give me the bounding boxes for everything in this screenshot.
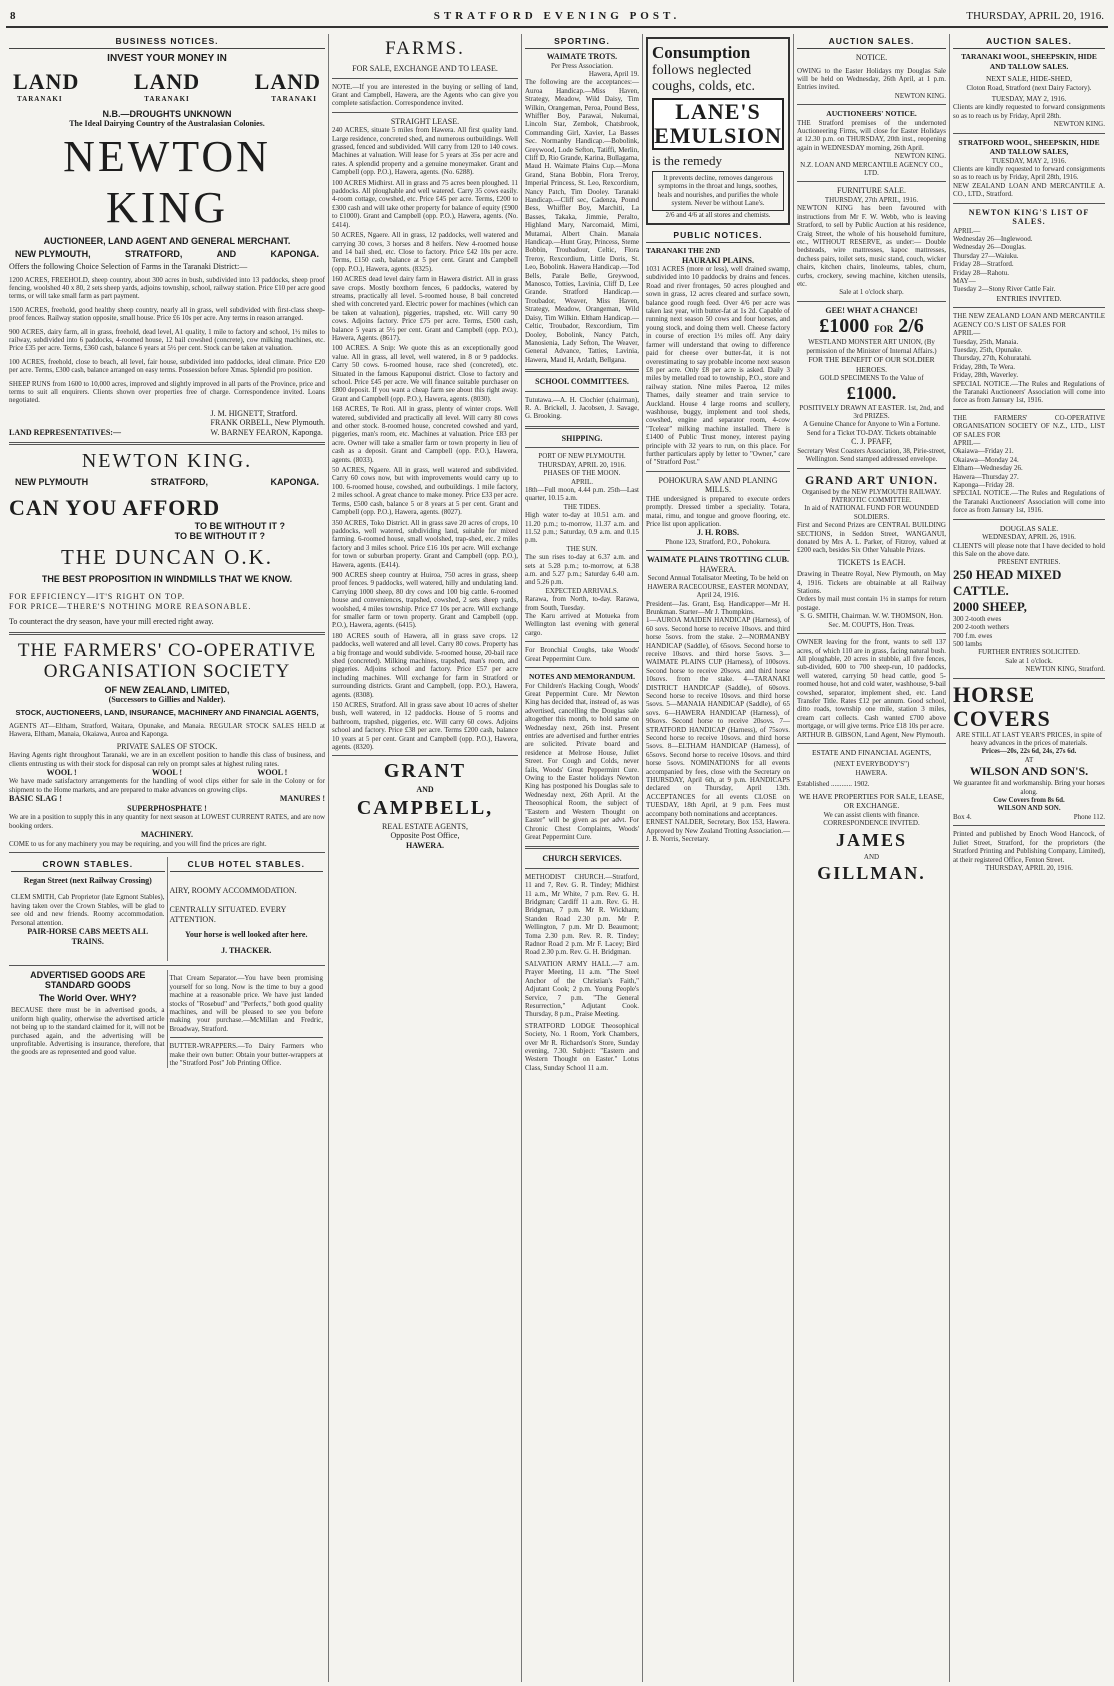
gillman-heading: GILLMAN. xyxy=(817,862,926,883)
land-word: LAND xyxy=(254,68,321,94)
hauraki-heading: HAURAKI PLAINS. xyxy=(681,255,754,265)
farm-listing: 240 ACRES, situate 5 miles from Hawera. All first quality land. Large residence, concreted shed, and numerous outbuildings. Well grassed, fenced and subdivided. Will carry from 120 to 140 cows. Machines at valuation. Will lease for 5 years at 35s per acre and rates. A splendid property and a genuine moneymaker. Grant and Campbell (opp. P.O.), Hawera, agents. (No. 6288). xyxy=(332,126,518,177)
ticket-price: 2/6 xyxy=(898,315,924,338)
land-reps-label: LAND REPRESENTATIVES:— xyxy=(9,427,121,437)
club-hotel-stables-ad xyxy=(168,857,326,962)
expected-text: Rarawa, from North, to-day. Rarawa, from South, Tuesday. xyxy=(525,595,639,612)
bronchial-text: For Bronchial Coughs, take Woods' Great Peppermint Cure. xyxy=(525,646,639,663)
land-row xyxy=(9,69,325,95)
hawera-line: HAWERA. xyxy=(855,768,888,777)
auctioneer-line: AUCTIONEER, LAND AGENT AND GENERAL MERCHANT. xyxy=(43,236,291,246)
gee-line: GEE! WHAT A CHANCE! xyxy=(825,305,918,315)
benefit-line: FOR THE BENEFIT OF OUR SOLDIER HEROES. xyxy=(808,355,935,374)
machinery-label: MACHINERY. xyxy=(140,830,194,840)
furniture-date: THURSDAY, 27th APRIL, 1916. xyxy=(824,195,919,204)
special-notice: SPECIAL NOTICE.—The Rules and Regulations of the Taranaki Auctioneers' Association will come into force as from January 1st, 1916. xyxy=(953,379,1105,405)
sale-at-line: Sale at 1 o'clock. xyxy=(1005,656,1053,665)
location: NEW PLYMOUTH xyxy=(15,477,89,488)
box-number: Box 4. xyxy=(953,812,972,821)
without-line: TO BE WITHOUT IT ? xyxy=(174,531,265,542)
issue-date: THURSDAY, APRIL 20, 1916. xyxy=(966,10,1104,22)
crown-stables-heading: CROWN STABLES. xyxy=(11,857,165,872)
droughts-line: N.B.—DROUGHTS UNKNOWN xyxy=(102,108,232,119)
taranaki-row xyxy=(9,95,325,103)
farms-heading: FARMS. xyxy=(385,38,465,59)
cream-butter-ads xyxy=(168,970,326,1067)
newspaper-page xyxy=(6,6,1108,1682)
stratford-wool-heading: STRATFORD WOOL, SHEEPSKIN, HIDE AND TALLOW SALES, xyxy=(958,137,1100,157)
furniture-text: NEWTON KING has been favoured with instructions from Mr F. W. Webb, who is leaving Stratford, to sell by Public Auction at his residence, Craig Street, the whole of his household furniture, etc., WITHOUT RESERVE, as under:— Double bedsteads, wire mattresses, kapoc mattresses, duchess pairs, toilet sets, music stand, couch, wicker chairs, kitchen chairs, linoleums, tables, churn, curbs, crockery, sewing machine, kitchen utensils, etc. xyxy=(797,204,946,289)
pfaff-text: Secretary West Coasters Association, 38, Pirie-street, Wellington. Send stamped addressed envelope. xyxy=(797,446,946,464)
remedy-text: It prevents decline, removes dangerous symptoms in the throat and lungs, soothes, heals and nourishes, and purifies the whole system. Never be without Lane's. xyxy=(652,171,784,211)
clients-text: Clients are kindly requested to forward consignments so as to reach us by Friday, April 28th. xyxy=(953,103,1105,120)
pair-horse-line: PAIR-HORSE CABS MEETS ALL TRAINS. xyxy=(27,927,149,946)
advertised-heading: ADVERTISED GOODS ARE STANDARD GOODS xyxy=(30,970,146,991)
hawera-line: HAWERA. xyxy=(405,840,444,850)
signer: W. BARNEY FEARON, Kaponga. xyxy=(210,427,323,437)
advertised-goods-ad xyxy=(9,970,168,1067)
private-sales-heading: PRIVATE SALES OF STOCK. xyxy=(116,741,218,751)
farm-listing: SHEEP RUNS from 1600 to 10,000 acres, improved and slightly improved in all parts of the Province, price and terms to suit all enquirers. Clients shown over properties free of charge. Correspondence invited. Loans negotiated. xyxy=(9,379,325,405)
events-text: 1—AUROA MAIDEN HANDICAP (Harness), of 60 sovs. Second horse to receive 10sovs. and third horse 5sovs. from the stake. 2—NORMANBY HANDICAP (Saddle), of 65sovs. Second horse to receive 10sovs. and third horse 5sovs. 3—WAIMATE PLAINS CUP (Harness), of 100sovs. Second horse to receive 20sovs. and third horse 10sovs. from the stake. 4—TARANAKI DISTRICT HANDICAP (Saddle), of 60sovs. Second horse to receive 10sovs. and third horse 5sovs. 5—MANAIA HANDICAP (Saddle), of 65 sovs. 6—HAWERA HANDICAP (Harness), of 90sovs. Second horse to receive 20sovs. 7—STRATFORD HANDICAP (Harness), of 75sovs. Second horse to receive 10sovs. and third horse 5sovs. 8—ELTHAM HANDICAP (Harness), of 65sovs. Second horse to receive 10sovs. and third horse 5sovs. NOMINATIONS for all events accompanied by fees, close with the Secretary on THURSDAY, April 6th, at 9 p.m. HANDICAPS declared on Thursday, April 13th. ACCEPTANCES for all events CLOSE on TUESDAY, 18th April, at 9 p.m. Fees must accompany both nominations and acceptances. xyxy=(646,616,790,818)
thousand-amount: £1000 xyxy=(819,315,870,338)
taranaki-line: TARANAKI THE 2ND xyxy=(646,246,721,256)
committee-sign: S. G. SMITH, Chairman. W. W. THOMSON, Hon. Sec. M. COUPTS, Hon. Treas. xyxy=(800,612,943,629)
world-over-line: The World Over. WHY? xyxy=(38,993,137,1004)
prizes-text: First and Second Prizes are CENTRAL BUILDING SECTIONS, in Seddon Street, WANGANUI, donated by Mrs A. L. Parker, of Fitzroy, valued at £200 each, besides Six Other Valuable Prizes. xyxy=(797,521,946,555)
farm-listing: 100 ACRES Midhirst. All in grass and 75 acres been ploughed. 11 paddocks. All ploughable and well watered. Carry 35 cows easily. 4-room cottage, cowshed, etc. Price £45 per acre. Terms, £200 to £300 cash and will take other property for balance of equity (£900 to £1000). Grant and Campbell (opp. P.O.), Hawera, agents. (No. £414). xyxy=(332,178,518,229)
without-line: TO BE WITHOUT IT ? xyxy=(194,521,285,532)
karu-text: The Karu arrived at Motueka from Wellington last evening with general cargo. xyxy=(525,612,639,637)
farm-listing: 100 ACRES, freehold, close to beach, all level, fair house, subdivided into paddocks, ideal climate. Price £20 per acre. Terms, £300 cash, balance arranged on easy terms. Possession before Xmas. Splendid pro position. xyxy=(9,357,325,375)
assist-line: We can assist clients with finance. xyxy=(823,810,920,819)
school-committees-heading: SCHOOL COMMITTEES. xyxy=(535,377,629,387)
nk-sign: NEWTON KING. xyxy=(1053,120,1105,129)
column-sporting xyxy=(522,34,643,1682)
sale-list xyxy=(953,329,1105,379)
auct-sign: NEWTON KING. xyxy=(894,152,946,161)
church-heading: CHURCH SERVICES. xyxy=(542,854,622,864)
follows-line: follows neglected xyxy=(652,63,752,78)
drawing-text: Drawing in Theatre Royal, New Plymouth, on May 4, 1916. Tickets are obtainable at all Railway Stations. xyxy=(797,570,946,596)
crown-stables-ad xyxy=(9,857,168,962)
list-item: MAY— xyxy=(953,277,976,285)
waimate-hawera: HAWERA. xyxy=(699,564,737,574)
signer: FRANK ORBELL, New Plymouth. xyxy=(210,418,325,428)
imprint-text: Printed and published by Enoch Wood Hancock, of Juliet Street, Stratford, for the proprietors (the Stratford Printing and Publishing Company, Limited), at their registered Office, Fenton Street. xyxy=(953,830,1105,864)
cream-separator-text: That Cream Separator.—You have been promising yourself for so long. Now is the time to buy a good machine at a reasonable price. We have just landed stocks of "Rosebud" and "Perfects," both good quality machines, and will be pleased to see you before making your purchase.—McMillan and Fredric, Broadway, Stratford. xyxy=(169,974,323,1033)
efficiency-line: FOR EFFICIENCY—IT'S RIGHT ON TOP. xyxy=(9,592,186,602)
wool-text: We have made satisfactory arrangements for the handling of wool clips either for sale in the Colony or for shipment to the Home markets, and are prepared to make advances on growing clips. xyxy=(9,777,325,794)
ideal-line: The Ideal Dairying Country of the Australasian Colonies. xyxy=(69,118,265,128)
and-word: AND xyxy=(863,852,880,861)
nk-sign: NEWTON KING, Stratford. xyxy=(1025,665,1105,674)
price-line: 2/6 and 4/6 at all stores and chemists. xyxy=(665,210,771,219)
of-nz-line: OF NEW ZEALAND, LIMITED, xyxy=(104,684,230,695)
auctioneers-text: THE Stratford premises of the undernoted Auctioneering Firms, will close for Easter Holidays at 12.30 p.m. on THURSDAY, 20th inst., reopening again in WEDNESDAY morning, 26th April. xyxy=(797,118,946,152)
remedy-line: is the remedy xyxy=(652,153,723,168)
pohokura-text: THE undersigned is prepared to execute orders promptly. Dressed timber a speciality. Totara, matai, rimu, and tongue and groove flooring, etc. Price list upon application. xyxy=(646,494,790,528)
list-item: Okaiawa—Monday 24. xyxy=(953,455,1019,464)
can-you-afford: CAN YOU AFFORD xyxy=(9,495,221,521)
farm-listing: 1200 ACRES, FREEHOLD, sheep country, about 300 acres in bush, subdivided into 13 paddocks, sheep proof fencing, woolshed 40 x 80, 2 sets sheep yards, adjoins township, school, railway station. Price £10 per acre good terms, or will take small farm as part payment. xyxy=(9,275,325,301)
basic-slag-label: BASIC SLAG ! xyxy=(9,794,62,804)
next-line: (NEXT EVERYBODY'S") xyxy=(833,760,910,769)
port-date: THURSDAY, APRIL 20, 1916. xyxy=(538,460,626,469)
wool-label: WOOL ! xyxy=(46,767,77,777)
centrally-line: CENTRALLY SITUATED. EVERY ATTENTION. xyxy=(169,905,287,924)
list-item: 500 lambs xyxy=(953,640,982,648)
hawera-dateline: Hawera, April 19. xyxy=(588,69,639,78)
furniture-heading: FURNITURE SALE. xyxy=(837,186,906,196)
sale-list xyxy=(953,227,1105,294)
wool-row xyxy=(9,768,325,778)
nk-list-heading: NEWTON KING'S LIST OF SALES. xyxy=(968,207,1090,227)
agents-text: AGENTS AT—Eltham, Stratford, Waitara, Opunake, and Manaia. REGULAR STOCK SALES HELD at Hawera, Eltham, Manaia, Okaiawa, Auroa and Kaponga. xyxy=(9,721,325,739)
douglas-heading: DOUGLAS SALE. xyxy=(999,523,1059,533)
gibson-sign: ARTHUR B. GIBSON, Land Agent, New Plymouth. xyxy=(797,730,946,739)
grant-heading: GRANT xyxy=(383,760,467,783)
location: NEW PLYMOUTH, xyxy=(15,249,91,259)
at-word: AT xyxy=(1024,755,1034,764)
campbell-heading: CAMPBELL, xyxy=(356,796,494,819)
pohokura-heading: POHOKURA SAW AND PLANING MILLS. xyxy=(658,475,778,495)
list-item: APRIL— xyxy=(953,439,981,447)
superphosphate-label: SUPERPHOSPHATE ! xyxy=(127,803,207,813)
newton-king-subheading: NEWTON KING. xyxy=(81,450,253,473)
list-item: Thursday, 27th, Kohuratahi. xyxy=(953,354,1032,363)
notice-text: OWING to the Easter Holidays my Douglas Sale will be held on Wednesday, 26th April, at 1 p.m. Entries invited. xyxy=(797,66,946,92)
machinery-text: COME to us for any machinery you may be requiring, and you will find the prices are right. xyxy=(9,839,267,848)
lanes-emulsion-ad xyxy=(646,37,790,225)
trots-text: The following are the acceptances:—Auroa Handicap.—Miss Haven, Strategy, Meadow, Wild Daisy, Tim Wilkin, Orangeman, Peroa, Pound Bess, Whiffler Boy, Parawai, Nukumai, Lincoln Star, Zembok, Chatsbrook, Commanding Girl, Xavier, La Basses Sec. Normanby Handicap.—Bobolink, Greywood, Lode Sefton, Tatiffi, Merlin, Cliff D, Rio Grande, Karina, Bullagama, Maud H. Waimate Plains Cup.—Mona Grand, Stana Bobbin, Flora Treroy, Imperial Princess, St. Leo, Rexcordium, Nancy Patch, Tim Dooley. Taranaki Handicap.—Cliff sec, Cadenza, Pound Bess, Whiffler Boy, Marchiti, La Basses, Takaka, Jimmie, Peralto, Highland Mary, Narcomaid, Mimi, Mutamai, Albert Chain. Manaia Handicap.—Hunt Gray, Princess, Steme Bobbin, Troubadour, Celtic, Flora Treroy, Rexcordium, Little Doris, St. Leo, Bobolink. Hawera Handicap.—Tod Bells, Parale Belle, Greywood, Manosco, Totties, Lavinia, Cliff D, Lee Grande. Stratford Handicap.—Troubador, Weaver, Miss Haven, Strategy, Meadow, Orangeman, Wild Daisy, Tim Wilkin. Eltham Handicap.—Celtic, Troubador, Rexcordium, Tim Dooley, Bobolink, Nancy Patch, Manosienia, Lady Sefton, The Weaver, General Advance, Tatties, Lavinia, Hawera, Maud H, Ardath, Bellgana. xyxy=(525,78,639,364)
waimate-meeting: Second Annual Totalisator Meeting, To be held on HAWERA RACECOURSE, EASTER MONDAY, April 24, 1916. xyxy=(647,574,789,600)
signer: J. M. HIGNETT, Stratford. xyxy=(210,408,298,418)
real-estate-line: REAL ESTATE AGENTS, xyxy=(382,821,468,831)
cattle-line: 250 HEAD MIXED CATTLE. xyxy=(953,566,1062,598)
orders-text: Orders by mail must contain 1½ in stamps for return postage. xyxy=(797,595,946,612)
nzloan-list-heading: THE NEW ZEALAND LOAN AND MERCANTILE AGENCY CO.'S LIST OF SALES FOR xyxy=(953,312,1105,329)
list-item: Thursday 27—Waiuku. xyxy=(953,251,1019,260)
farm-listing: 1500 ACRES, freehold, good healthy sheep country, nearly all in grass, well subdivided with first-class sheep-proof fences. Railway station opposite, small house. Price £6 10s per acre. Any terms in reason arranged. xyxy=(9,305,325,323)
notes-heading: NOTES AND MEMORANDUM. xyxy=(528,672,636,682)
salvation-text: SALVATION ARMY HALL.—7 a.m. Prayer Meeting, 11 a.m. "The Steel Anchor of the Christian's Faith," Adjutant Cook; 2 p.m. Young People's Service, 7 p.m. "The General Resurrection," Adjutant Cook. Thursday, 8 p.m., Praise Meeting. xyxy=(525,959,639,1019)
nzloan-line: NEW ZEALAND LOAN AND MERCANTILE A. CO., LTD., Stratford. xyxy=(953,181,1105,199)
wilson-sign: WILSON AND SON. xyxy=(997,804,1061,813)
wool-label: WOOL ! xyxy=(257,767,288,777)
lodge-text: STRATFORD LODGE Theosophical Society, No. 1 Room, York Chambers, over Mr R. Richardson's Store, Sunday evening, 7.30. Subject: "Eastern and Western Thought on Easter." Lotus Class, Sunday School 11 a.m. xyxy=(525,1021,639,1072)
phases-heading: PHASES OF THE MOON. xyxy=(543,469,621,478)
column-business-notices xyxy=(6,34,329,1682)
farm-listing: 150 ACRES, Stratford. All in grass save about 10 acres of shelter bush, well watered, in 12 paddocks. House of 5 rooms and bathroom, trapshed, piggeries, etc. Will carry 60 cows. Adjoins school and factory. Price £38 per acre. Terms £200 cash, balance 10 years at 5 per cent. Grant and Campbell (opp. P.O.), Hawera, agents. (8320). xyxy=(332,701,518,752)
coughs-line: coughs, colds, etc. xyxy=(652,79,756,94)
farm-listing: 100 ACRES. A Snip: We quote this as an exceptionally good value. All in grass, all level, well watered, in 8 or 9 paddocks. Carry 50 cows. 6-roomed house, race shed (concreted), etc. Situated in the famous Kapuponui district. Close to factory and school. Price £45 per acre. We will finance suitable purchaser on £800 deposit. If you want a cheap farm see about this right away. Grant and Campbell (opp. P.O.), Hawera, agents. (8030). xyxy=(332,344,518,403)
moon-text: 18th—Full moon, 4.44 p.m. 25th—Last quarter, 10.15 a.m. xyxy=(525,485,639,503)
sheep-list xyxy=(953,615,1105,649)
location: KAPONGA. xyxy=(270,249,319,259)
send-line: Send for a Ticket TO-DAY. Tickets obtainable xyxy=(806,428,937,437)
list-item: Kaponga—Friday 28. xyxy=(953,481,1015,490)
farm-listing: 180 ACRES south of Hawera, all in grass save crops. 12 paddocks, well watered and all level. Carry 80 cows. Property has a big frontage and would subdivide. 5-roomed house, 20-bail race shed (concreted). Milking machines, trapshed, man's room, and piggeries. Adjoins school and factory. Price £57 per acre including machines. Will exchange for farm in Stratford or surrounding districts. Grant and Campbell, (opp. P.O.), Hawera, agents. (8308). xyxy=(332,631,518,699)
list-item: Tuesday, 25th, Opunake. xyxy=(953,345,1023,354)
because-text: BECAUSE there must be in advertised goods, a uniform high quality, otherwise the advertised article not being up to the standard claimed for it, will not be purchased again, and the advertising will be unprofitable. Advertising is insurance, therefore, that the goods are as represented and good value. xyxy=(11,1006,165,1057)
farmers-coop-heading: THE FARMERS' CO-OPERATIVE ORGANISATION SOCIETY xyxy=(17,639,317,682)
list-item: Friday 28—Stratford. xyxy=(953,260,1014,269)
per-press: Per Press Association. xyxy=(550,61,614,70)
for-sale-line: FOR SALE, EXCHANGE AND TO LEASE. xyxy=(352,64,498,73)
entries-invited: ENTRIES INVITED. xyxy=(996,293,1062,303)
school-text: Tututawa.—A. H. Clochier (chairman), R. A. Brickell, J. Jacobsen, J. Savage, G. Brooking. xyxy=(525,395,639,421)
offers-line: Offers the following Choice Selection of Farms in the Taranaki District:— xyxy=(9,262,248,271)
section-header: BUSINESS NOTICES. xyxy=(9,34,325,49)
clem-smith-text: CLEM SMITH, Cab Proprietor (late Egmont Stables), having taken over the Crown Stables, will be glad to see old and new friends. Roomy accommodation. Personal attention. xyxy=(11,893,165,927)
price-line: FOR PRICE—THERE'S NOTHING MORE REASONABLE. xyxy=(9,601,252,611)
manures-row xyxy=(9,794,325,804)
we-have-line: WE HAVE PROPERTIES FOR SALE, LEASE, OR EXCHANGE. xyxy=(798,791,945,811)
straight-lease: STRAIGHT LEASE. xyxy=(390,116,460,126)
sheep-line: 2000 SHEEP, xyxy=(953,598,1027,614)
farm-listing: 900 ACRES, dairy farm, all in grass, freehold, dead level, A1 quality, 1 mile to factory and school, 1½ miles to railway, subdivided into 6 paddocks, 4-roomed house, 12 bail cowshed (concrete), cow milking machines, etc. Price £35 per acre. Terms, £360 cash, balance 6 years at 5½ per cent. Stock can be taken at valuation. xyxy=(9,327,325,353)
location: STRATFORD, xyxy=(125,249,183,259)
shipping-heading: SHIPPING. xyxy=(561,433,603,443)
private-sales-text: Having Agents right throughout Taranaki, we are in an excellent position to handle this class of business, and clients entrusting us with their stock for disposal can rely on prompt sales at highest ruling rates. xyxy=(9,751,325,768)
notice-heading: NOTICE. xyxy=(855,53,888,62)
lanes-emulsion-logo: LANE'S EMULSION xyxy=(652,98,784,150)
manures-label: MANURES ! xyxy=(279,794,325,804)
sale-list xyxy=(953,439,1105,489)
land-word: LAND xyxy=(13,68,80,94)
auction-sales-header: AUCTION SALES. xyxy=(953,34,1105,49)
farm-listing: 168 ACRES, Te Roti. All in grass, plenty of winter crops. Well watered, subdivided and practically all level. Will carry 80 cows and other stock. 8-roomed house, concreted cowshed and yard, piggeries, man's room, etc. Machines at valuation. Price £83 per acre. Owner will take a smaller farm or town property in lieu of cash as a deposit. Grant and Campbell (opp. P.O.), Hawera, agents. (8033). xyxy=(332,405,518,464)
newton-king-heading: NEWTON KING xyxy=(63,132,271,232)
taranaki-label: TARANAKI xyxy=(271,94,317,103)
port-heading: PORT OF NEW PLYMOUTH. xyxy=(538,452,626,461)
opposite-line: Opposite Post Office, xyxy=(390,831,460,841)
sun-heading: THE SUN. xyxy=(566,544,598,553)
hauraki-text: 1031 ACRES (more or less), well drained swamp, subdivided into 10 paddocks by drains and fences. Road and river frontages, 50 acres ploughed and sown in grass, 12 acres cleared and surface sown, balance good rough feed. Over 4/6 per acre was taken last year, with butter-fat at 1s 2d. Capable of running next season 50 cows and four horses, and young stock, and doing them well. Cheese factory in course of erection 1½ miles off. Any dairy farmer will understand that owing to difference paid for cheese over butter-fat, it is not overestimating to say probable income next season £8 per acre. Only £8 per acre is asked. Daily 3 miles by metalled road to township, P.O., store and railway station. Nine miles Paeroa, 12 miles Thames, daily steamer and train service to Auckland. House 4 large rooms and scullery, washhouse, buggy, implement and tool sheds, cowshed, engine and separator room, 4-cow "Tcelear" milking machine installed. There is £1400 of Public Trust money, interest paying principle with 32 years to run, on this place. For further particulars apply by letter to "Owner," care of "Stratford Post." xyxy=(646,265,790,467)
page-number: 8 xyxy=(10,10,16,22)
column-auction-sales xyxy=(794,34,950,1682)
list-item: Wednesday 26—Inglewood. xyxy=(953,234,1033,243)
and-word: AND xyxy=(416,785,434,795)
counteract-line: To counteract the dry season, have your mill erected right away. xyxy=(9,617,214,627)
stables-pair xyxy=(9,857,325,962)
tuesday-line: TUESDAY, MAY 2, 1916. xyxy=(991,94,1067,103)
list-item: APRIL— xyxy=(953,226,981,235)
gold-amount: £1000. xyxy=(846,382,897,403)
secretary-text: ERNEST NALDER, Secretary, Box 153, Hawera. Approved by New Zealand Trotting Association.—J. B. Norris, Secretary. xyxy=(646,818,790,843)
butter-wrappers-text: BUTTER-WRAPPERS.—To Dairy Farmers who make their own butter: Obtain your butter-wrappers at the "Stratford Post" Job Printing Office. xyxy=(169,1042,323,1068)
waimate-trots-heading: WAIMATE TROTS. xyxy=(546,52,618,61)
location: STRATFORD, xyxy=(150,477,208,488)
horse-text: ARE STILL AT LAST YEAR'S PRICES, in spite of heavy advances in the prices of materials. xyxy=(955,730,1103,748)
prices-line: Prices—20s, 22s 6d, 24s, 27s 6d. xyxy=(981,747,1077,756)
farm-listing: 160 ACRES dead level dairy farm in Hawera district. All in grass save crops. Mostly boxthorn fences, 6 paddocks, watered by streams, practically all level. 5-roomed house, 8 bail concreted shed with concreted yard. Electric power for machines (which can be taken at valuation), piggeries, trapshed, etc. Will carry 90 cows. Adjoins factory. Price £75 per acre. Terms, £500 cash, balance 5 years at 5½ per cent. Grant and Campbell (opp. P.O.), Hawera, Agents. (8617). xyxy=(332,275,518,342)
column-auction-sales-2 xyxy=(950,34,1108,1682)
wool-label: WOOL ! xyxy=(151,767,182,777)
contact-row xyxy=(953,813,1105,821)
douglas-date: WEDNESDAY, APRIL 26, 1916. xyxy=(982,533,1076,542)
list-item: Tuesday, 25th, Manaia. xyxy=(953,337,1019,346)
invest-heading: INVEST YOUR MONEY IN xyxy=(107,53,227,64)
bottom-pair xyxy=(9,970,325,1067)
masthead xyxy=(6,6,1108,28)
estate-heading: ESTATE AND FINANCIAL AGENTS, xyxy=(811,747,932,757)
established-line: Established ............ 1902. xyxy=(797,780,870,789)
airy-line: AIRY, ROOMY ACCOMMODATION. xyxy=(169,885,297,895)
taranaki-label: TARANAKI xyxy=(144,94,190,103)
locations-row xyxy=(9,249,325,259)
notes-text: For Children's Hacking Cough, Woods' Great Peppermint Cure. Mr Newton King has decided that, instead of, as was advertised, cancelling the Douglas sale altogether this month, to hold same on Wednesday next, 26th inst. Present entries are advertised and further entries are solicited. Private board and residence at Melrose House, Juliet Street. For Cough and Colds, never fails, Woods' Great Peppermint Cure. Owing to the Easter holidays Newton King has postponed his Douglas sale to Wednesday next, 26th April. At the Theosophical Room, the subject of "Eastern and Western Thought on Easter" will be given as per advt. For Chronic Chest Complaints, Woods' Great Peppermint Cure. xyxy=(525,681,639,841)
newspaper-title: STRATFORD EVENING POST. xyxy=(433,10,681,22)
land-word: LAND xyxy=(133,68,201,94)
tickets-line: TICKETS 1s EACH. xyxy=(837,557,906,567)
list-item: 300 2-tooth ewes xyxy=(953,614,1002,623)
guarantee-line: We guarantee fit and workmanship. Bring your horses along. xyxy=(953,779,1105,796)
clients-text: CLIENTS will please note that I have decided to hold this Sale on the above date. xyxy=(953,541,1105,558)
column-farms xyxy=(329,34,522,1682)
consumption-line: Consumption xyxy=(652,43,751,62)
thousand-prize xyxy=(797,315,946,338)
in-aid: In aid of NATIONAL FUND FOR WOUNDED SOLDIERS. xyxy=(804,504,939,521)
list-item: 200 2-tooth wethers xyxy=(953,623,1009,632)
drawn-line: POSITIVELY DRAWN AT EASTER. 1st, 2nd, and 3rd PRIZES. xyxy=(799,403,944,420)
list-item: APRIL— xyxy=(953,329,981,338)
for-word: FOR xyxy=(874,324,894,335)
robs-phone: Phone 123, Stratford, P.O., Pohokura. xyxy=(665,537,771,546)
farm-listing: 350 ACRES, Toko District. All in grass save 20 acres of crops, 10 paddocks, well watered, subdividing land, suitable for mixed farming. 6-roomed house, small woolshed, trap-shed, etc. 2 miles factory and 3 miles school. Price £16 10s per acre. Will exchange for town or suburban property. Grant and Campbell (opp. P.O.), Hawera, agents. (E414). xyxy=(332,518,518,569)
cow-covers-line: Cow Covers from 8s 6d. xyxy=(993,796,1065,805)
farmers-list-heading: THE FARMERS' CO-OPERATIVE ORGANISATION SOCIETY OF N.Z., LTD., LIST OF SALES FOR xyxy=(953,413,1105,439)
list-item: Friday, 28th, Te Wera. xyxy=(953,362,1015,371)
correspondence-line: CORRESPONDENCE INVITED. xyxy=(823,819,920,828)
tides-heading: THE TIDES. xyxy=(563,502,601,511)
list-item: Wednesday 26—Douglas. xyxy=(953,243,1026,252)
stock-line: STOCK, AUCTIONEERS, LAND, INSURANCE, MACHINERY AND FINANCIAL AGENTS, xyxy=(15,708,319,718)
duncan-heading: THE DUNCAN O.K. xyxy=(61,545,273,570)
westland-text: WESTLAND MONSTER ART UNION, (By permission of the Minister of Internal Affairs.) xyxy=(806,338,937,355)
further-entries: FURTHER ENTRIES SOLICITED. xyxy=(978,648,1080,657)
sporting-header: SPORTING. xyxy=(525,34,639,49)
james-heading: JAMES xyxy=(835,829,907,850)
genuine-line: A Genuine Chance for Anyone to Win a Fortune. xyxy=(802,420,941,429)
tuesday-line: TUESDAY, MAY 2, 1916. xyxy=(991,156,1067,165)
farm-listing: 50 ACRES, Ngaere. All in grass, well watered and subdivided. Carry 60 cows now, but with improvements would carry up to 100. 6-roomed house, cowshed, and outbuildings. 1 mile factory, 2 miles school. A great chance to make money. Price £33 per acre. Terms, £500 cash, balance 5 or 8 years at 5 per cent. Grant and Campbell (opp. P.O.), Hawera, agents. (8027). xyxy=(332,466,518,517)
pfaff-sign: C. J. PFAFF, xyxy=(851,437,892,447)
wilson-heading: WILSON AND SON'S. xyxy=(969,764,1089,779)
list-item: Hawera—Thursday 27. xyxy=(953,472,1019,481)
location: KAPONGA. xyxy=(270,477,319,488)
waimate-heading: WAIMATE PLAINS TROTTING CLUB. xyxy=(647,555,789,565)
wool-heading: TARANAKI WOOL, SHEEPSKIN, HIDE AND TALLOW SALES. xyxy=(961,52,1097,71)
signers xyxy=(211,409,325,438)
list-item: Tuesday 2—Stony River Cattle Fair. xyxy=(953,285,1056,294)
farm-listing: 50 ACRES, Ngaere. All in grass, 12 paddocks, well watered and carrying 30 cows, 3 horses and 8 heifers. New 4-roomed house and 14 bail shed, etc. Close to factory. Price £42 10s per acre. Terms, £150 cash, balance at 5 per cent. Grant and Campbell (opp. P.O.), Hawera, agents. (8325). xyxy=(332,231,518,273)
list-item: Friday 28—Rahotu. xyxy=(953,268,1009,277)
nz-loan-sign: N.Z. LOAN AND MERCANTILE AGENCY CO., LTD. xyxy=(800,160,943,178)
regan-street: Regan Street (next Railway Crossing) xyxy=(23,875,152,885)
officials-text: President—Jas. Grant, Esq. Handicapper—Mr H. Brunkman. Starter—Mr J. Thompkins. xyxy=(646,599,790,616)
locations-row xyxy=(9,477,325,487)
taranaki-label: TARANAKI xyxy=(17,94,63,103)
phone-number: Phone 112. xyxy=(1073,812,1105,821)
your-horse-line: Your horse is well looked after here. xyxy=(185,930,308,940)
successors-line: (Successors to Gillies and Nalder). xyxy=(108,694,226,704)
thacker-sign: J. THACKER. xyxy=(221,945,272,955)
column-public-notices xyxy=(643,34,794,1682)
present-entries: PRESENT ENTRIES. xyxy=(997,558,1061,567)
april-label: APRIL. xyxy=(571,477,593,486)
public-notices-header: PUBLIC NOTICES. xyxy=(646,228,790,243)
next-sale-line: NEXT SALE, HIDE-SHED, xyxy=(985,74,1073,83)
best-proposition: THE BEST PROPOSITION IN WINDMILLS THAT WE KNOW. xyxy=(41,574,293,585)
sale-at-line: Sale at 1 o'clock sharp. xyxy=(839,288,904,297)
location: AND xyxy=(216,249,237,259)
tides-text: High water to-day at 10.51 a.m. and 11.20 p.m.; to-morrow, 11.37 a.m. and 11.52 p.m.; Saturday, 0.9 a.m. and 0.15 p.m. xyxy=(525,511,639,545)
list-item: Eltham—Wednesday 26. xyxy=(953,464,1023,473)
horse-covers-heading: HORSE COVERS xyxy=(953,681,1051,731)
list-item: Friday, 28th, Waverley. xyxy=(953,371,1019,380)
methodist-text: METHODIST CHURCH.—Stratford, 11 and 7, Rev. G. R. Tindey; Midhirst 11 a.m., Mr White, 7 p.m. Rev. G. H. Bridgman; Cardiff 11 a.m. Rev. G. H. Bridgman, 7 p.m. Mr R. Wickham; Standen Road 2.30 p.m. Mr P. Wellington, 7 p.m. Mr D. Beaumont; Toma 2.30 p.m. Rev. R. R. Tindey; Radnor Road 2 p.m. Mr F. Lacey; Bird Road 2.30 p.m. Rev. G. H. Bridgman. xyxy=(525,872,639,957)
grand-art-union-heading: GRAND ART UNION. xyxy=(804,472,939,487)
cloton-line: Cloton Road, Stratford (next Dairy Factory). xyxy=(966,83,1092,92)
special-notice: SPECIAL NOTICE.—The Rules and Regulations of the Taranaki Auctioneers' Association will come into force as from January 1st, 1916. xyxy=(953,489,1105,515)
imprint-date: THURSDAY, APRIL 20, 1916. xyxy=(985,863,1073,872)
auction-sales-header: AUCTION SALES. xyxy=(797,34,946,49)
notice-sign: NEWTON KING. xyxy=(894,91,946,100)
manure-text: We are in a position to supply this in any quantity for next season at LOWEST CURRENT RATES, and are now booking orders. xyxy=(9,813,325,830)
auctioneers-notice-heading: AUCTIONEERS' NOTICE. xyxy=(826,109,917,119)
note-text: NOTE.—If you are interested in the buying or selling of land, Grant and Campbell, Hawera, are the Agents who can give you complete satisfaction. Correspondence invited. xyxy=(332,82,518,108)
expected-heading: EXPECTED ARRIVALS. xyxy=(545,586,619,595)
list-item: 700 f.m. ewes xyxy=(953,631,993,640)
gold-line: GOLD SPECIMENS To the Value of xyxy=(819,374,924,383)
club-stables-heading: CLUB HOTEL STABLES. xyxy=(170,857,324,872)
farm-listing: 900 ACRES sheep country at Huiroa, 750 acres in grass, sheep proof fences. 9 paddocks, well watered, hilly and undulating land. Carrying 1000 sheep, 80 dry cows and 100 big cattle. 6-roomed house and conveniences, trapshed, cowshed, 2 sets sheep yards, woolshed, 4 miles township. Price £7 10s per acre. Will exchange for smaller farm or town property. Grant and Campbell (opp. P.O.), Hawera, agents. (6415). xyxy=(332,570,518,630)
list-item: Okaiawa—Friday 21. xyxy=(953,447,1014,456)
sun-text: The sun rises to-day at 6.37 a.m. and sets at 5.28 p.m.; to-morrow, at 6.38 a.m. and 5.27 p.m.; Saturday 6.40 a.m. and 5.26 p.m. xyxy=(525,553,639,587)
owner-text: OWNER leaving for the front, wants to sell 137 acres, of which 110 are in grass, facing natural bush. All ploughable, 20 acres in stubble, all five fences, sub-divided, 600 to 700 sheep-run, 10 paddocks, well watered, carrying 50 head cattle, good 5-roomed house, hot and cold water, washhouse, 9-bail cowshed, separator, implement shed, etc. Land Transfer Title. Rates £12 per annum. Good school, ditto roads, township one mile, station 3 miles, cream cart collects. Cash wanted £700 above mortgage, or will give terms. Price £18 10s per acre. xyxy=(797,638,946,731)
clients-text: Clients are kindly requested to forward consignments so as to reach us by Friday, April 28th, 1916. xyxy=(953,164,1105,182)
representatives-block xyxy=(9,409,325,438)
grand-org: Organised by the NEW PLYMOUTH RAILWAY. PATRIOTIC COMMITTEE. xyxy=(802,487,941,504)
robs-sign: J. H. ROBS. xyxy=(696,528,739,538)
